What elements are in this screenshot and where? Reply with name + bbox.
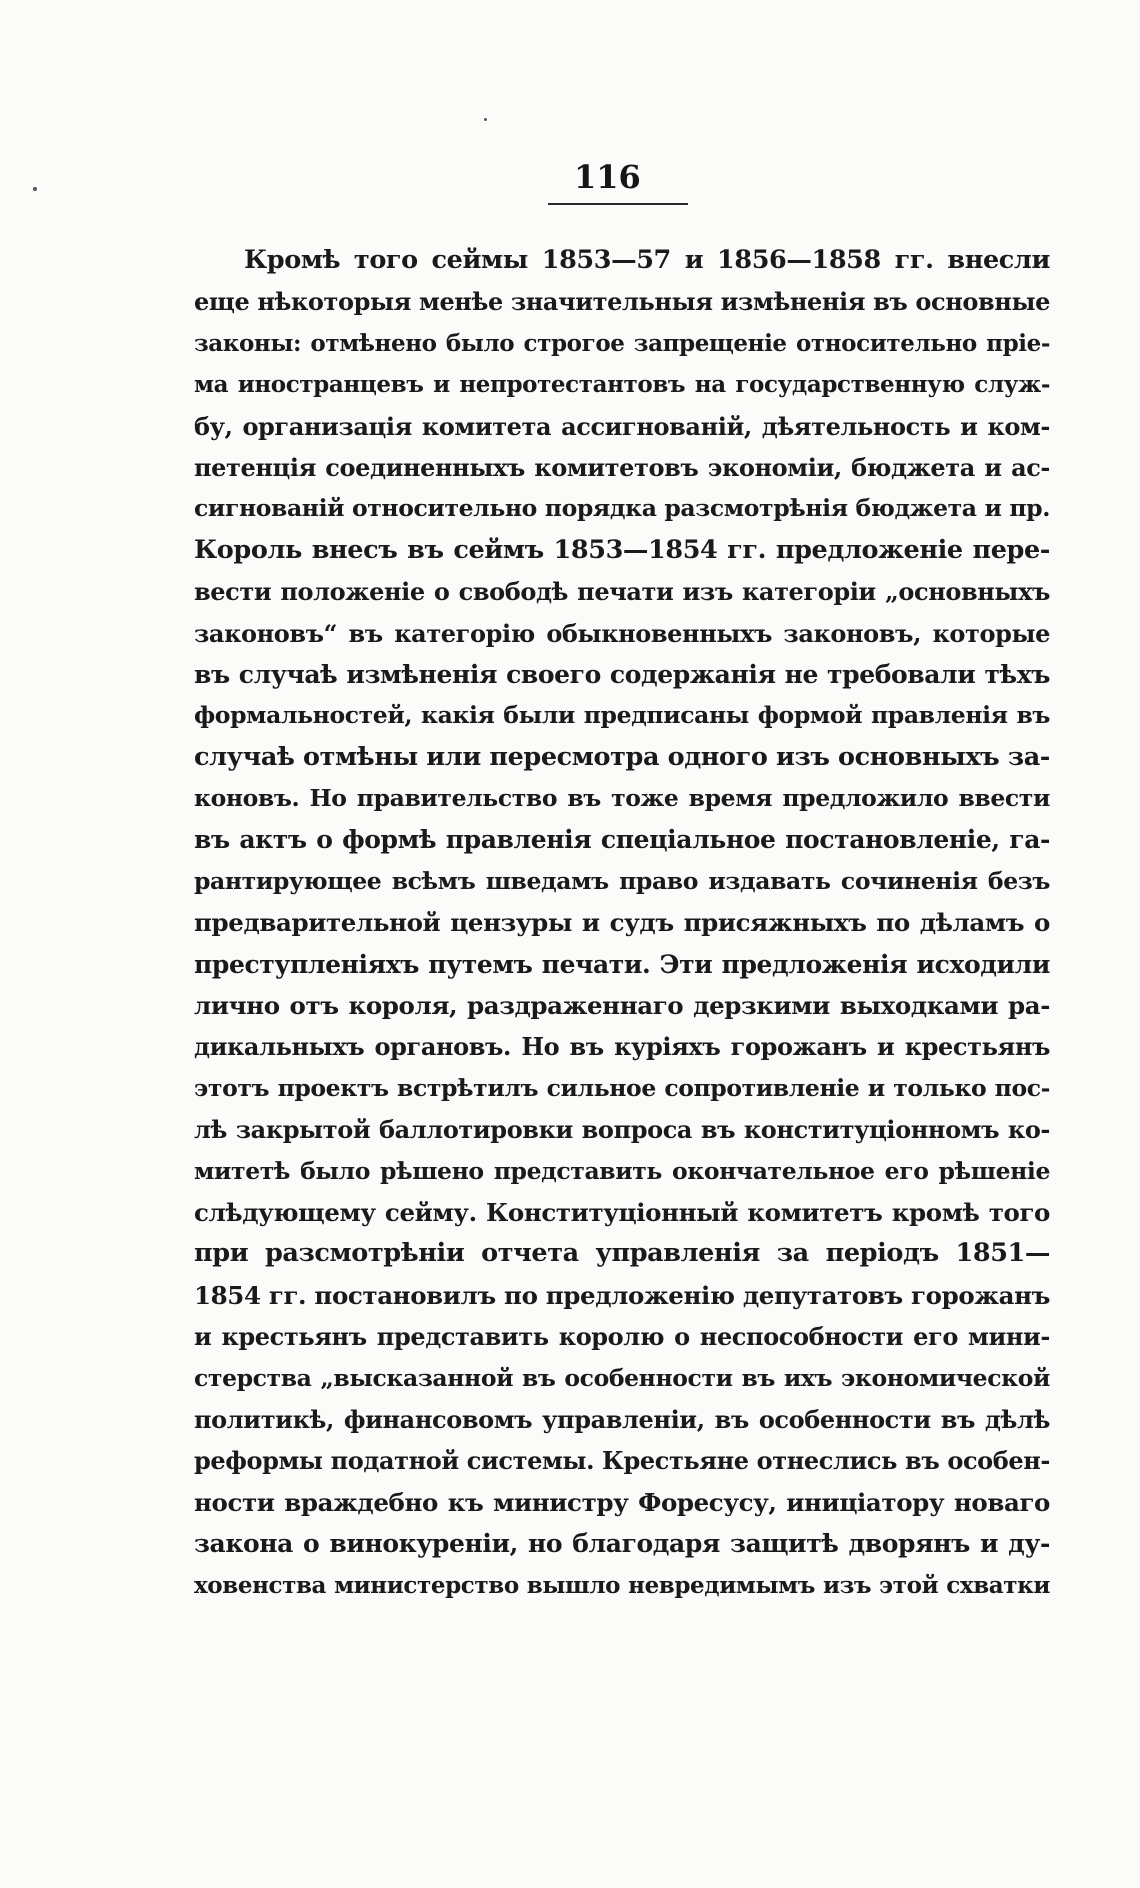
text-line: коновъ. Но правительство въ тоже время предложило ввести bbox=[194, 784, 1050, 813]
text-line: Король внесъ въ сеймъ 1853—1854 гг. предложеніе пере- bbox=[194, 534, 1050, 565]
text-line: случаѣ отмѣны или пересмотра одного изъ основныхъ за- bbox=[194, 741, 1050, 772]
text-line: и крестьянъ представить королю о неспособности его мини- bbox=[194, 1322, 1050, 1352]
text-line: въ случаѣ измѣненія своего содержанія не требовали тѣхъ bbox=[194, 659, 1050, 689]
text-line: формальностей, какія были предписаны формой правленія въ bbox=[194, 701, 1050, 730]
text-line: при разсмотрѣніи отчета управленія за періодъ 1851— bbox=[194, 1238, 1050, 1269]
text-line: ховенства министерство вышло невредимымъ изъ этой схватки bbox=[194, 1571, 1050, 1599]
text-line: политикѣ, финансовомъ управленіи, въ особенности въ дѣлѣ bbox=[194, 1404, 1050, 1434]
text-line: стерства „высказанной въ особенности въ ихъ экономической bbox=[194, 1363, 1050, 1392]
page-number: 116 bbox=[574, 158, 641, 196]
text-line: Кромѣ того сеймы 1853—57 и 1856—1858 гг. внесли bbox=[244, 245, 1050, 275]
text-line: ма иностранцевъ и непротестантовъ на государственную служ- bbox=[194, 371, 1050, 399]
body-paragraph bbox=[194, 240, 1050, 1606]
text-line: вести положеніе о свободѣ печати изъ категоріи „основныхъ bbox=[194, 577, 1050, 607]
text-line: преступленіяхъ путемъ печати. Эти предложенія исходили bbox=[194, 949, 1050, 979]
text-line: въ актъ о формѣ правленія спеціальное постановленіе, га- bbox=[194, 825, 1050, 855]
text-line: закона о винокуреніи, но благодаря защитѣ дворянъ и ду- bbox=[194, 1529, 1050, 1559]
text-line: дикальныхъ органовъ. Но въ куріяхъ горожанъ и крестьянъ bbox=[194, 1032, 1050, 1062]
text-line: митетѣ было рѣшено представить окончательное его рѣшеніе bbox=[194, 1156, 1050, 1185]
text-line: предварительной цензуры и судъ присяжныхъ по дѣламъ о bbox=[194, 908, 1050, 938]
text-line: законы: отмѣнено было строгое запрещеніе относительно пріе- bbox=[194, 329, 1050, 357]
text-line: еще нѣкоторыя менѣе значительныя измѣненія въ основные bbox=[194, 287, 1050, 317]
text-line: ности враждебно къ министру Форесусу, иниціатору новаго bbox=[194, 1487, 1050, 1517]
text-line: рантирующее всѣмъ шведамъ право издавать сочиненія безъ bbox=[194, 866, 1050, 895]
text-line: реформы податной системы. Крестьяне отнеслись въ особен- bbox=[194, 1446, 1050, 1476]
text-line: лично отъ короля, раздраженнаго дерзкими выходками ра- bbox=[194, 991, 1050, 1021]
text-line: слѣдующему сейму. Конституціонный комитетъ кромѣ того bbox=[194, 1197, 1050, 1227]
text-line: бу, организація комитета ассигнованій, дѣятельность и ком- bbox=[194, 411, 1050, 441]
text-line: 1854 гг. постановилъ по предложенію депутатовъ горожанъ bbox=[194, 1280, 1050, 1310]
print-speck bbox=[484, 118, 487, 121]
print-speck bbox=[33, 187, 37, 191]
text-line: сигнованій относительно порядка разсмотрѣнія бюджета и пр. bbox=[194, 494, 1050, 523]
page-number-rule bbox=[548, 203, 688, 205]
text-line: лѣ закрытой баллотировки вопроса въ конституціонномъ ко- bbox=[194, 1115, 1050, 1145]
text-line: законовъ“ въ категорію обыкновенныхъ законовъ, которые bbox=[194, 618, 1050, 648]
text-line: этотъ проектъ встрѣтилъ сильное сопротивленіе и только пос- bbox=[194, 1073, 1050, 1102]
text-line: петенція соединенныхъ комитетовъ экономіи, бюджета и ас- bbox=[194, 452, 1050, 482]
